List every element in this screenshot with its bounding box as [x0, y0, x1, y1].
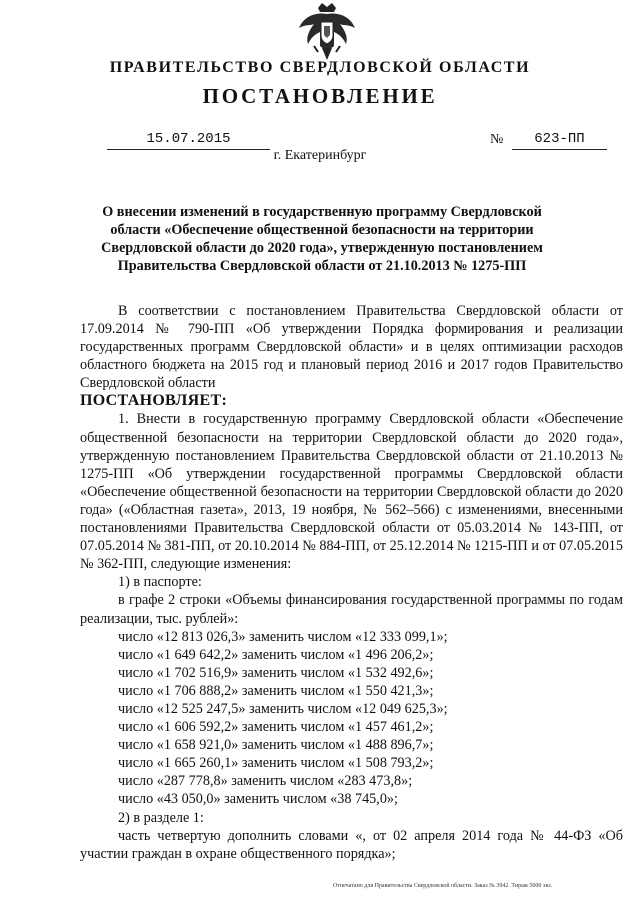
postanovlyaet-heading: ПОСТАНОВЛЯЕТ: — [80, 392, 228, 410]
replacement-line: число «12 525 247,5» заменить числом «12 049 625,3»; — [118, 700, 448, 717]
print-footer: Отпечатано для Правительства Свердловской области. Заказ № 3942. Тираж 5000 экз. — [333, 883, 553, 889]
document-date: 15.07.2015 — [107, 131, 270, 150]
preamble: В соответствии с постановлением Правительства Свердловской области от 17.09.2014 № 790-ПП «Об утверждении Порядка формирования и реализации государственных программ Свердловской области» и в целях оптимизации расходов областного бюджета на 2015 год и плановый период 2016 и 2017 годов Правительство Свердловской области — [80, 303, 623, 392]
document-subject: О внесении изменений в государственную программу Свердловской области «Обеспечение общественной безопасности на территории Свердловской области до 2020 года», утвержденную постановлением Правительства Свердловской области от 21.10.2013 № 1275-ПП — [101, 204, 543, 274]
replacement-line: число «287 778,8» заменить числом «283 473,8»; — [118, 773, 413, 790]
replacement-line: число «1 706 888,2» заменить числом «1 550 421,3»; — [118, 682, 434, 699]
item-1: 1. Внести в государственную программу Свердловской области «Обеспечение общественной безопасности на территории Свердловской области до 2020 года», утвержденную постановлением Правительства Свердловской области от 21.10.2013 № 1275-ПП «Об утверждении государственной программы Свердловской области «Обеспечение общественной безопасности на территории Свердловской области до 2020 года» («Областная газета», 2013, 19 ноября, № 562–566) с изменениями, внесенными постановлениями Правительства Свердловской области от 05.03.2014 № 143-ПП, от 07.05.2014 № 381-ПП, от 20.10.2014 № 884-ПП, от 25.12.2014 № 1215-ПП и от 07.05.2015 № 362-ПП, следующие изменения: — [80, 411, 623, 573]
replacement-line: число «1 702 516,9» заменить числом «1 532 492,6»; — [118, 664, 434, 681]
subitem-1-text: в графе 2 строки «Объемы финансирования государственной программы по годам реализации, тыс. рублей»: — [80, 592, 623, 627]
replacement-line: число «1 658 921,0» заменить числом «1 488 896,7»; — [118, 737, 434, 754]
replacement-line: число «1 606 592,2» заменить числом «1 457 461,2»; — [118, 719, 434, 736]
replacement-line: число «1 665 260,1» заменить числом «1 508 793,2»; — [118, 755, 434, 772]
replacement-line: число «12 813 026,3» заменить числом «12 333 099,1»; — [118, 628, 448, 645]
replacement-line: число «43 050,0» заменить числом «38 745,0»; — [118, 791, 398, 808]
subitem-2-text: часть четвертую дополнить словами «, от 02 апреля 2014 года № 44-ФЗ «Об участии граждан в охране общественного порядка»; — [80, 827, 623, 862]
subitem-1: 1) в паспорте: — [118, 574, 202, 591]
number-sign: № — [490, 132, 504, 147]
government-title: ПРАВИТЕЛЬСТВО СВЕРДЛОВСКОЙ ОБЛАСТИ — [109, 59, 531, 76]
document-body — [80, 302, 623, 863]
subitem-2: 2) в разделе 1: — [118, 809, 204, 826]
document-type: ПОСТАНОВЛЕНИЕ — [202, 84, 438, 108]
document-city: г. Екатеринбург — [273, 148, 367, 163]
replacement-line: число «1 649 642,2» заменить числом «1 496 206,2»; — [118, 646, 434, 663]
coat-of-arms-icon — [296, 2, 358, 62]
document-number: 623-ПП — [512, 131, 607, 150]
